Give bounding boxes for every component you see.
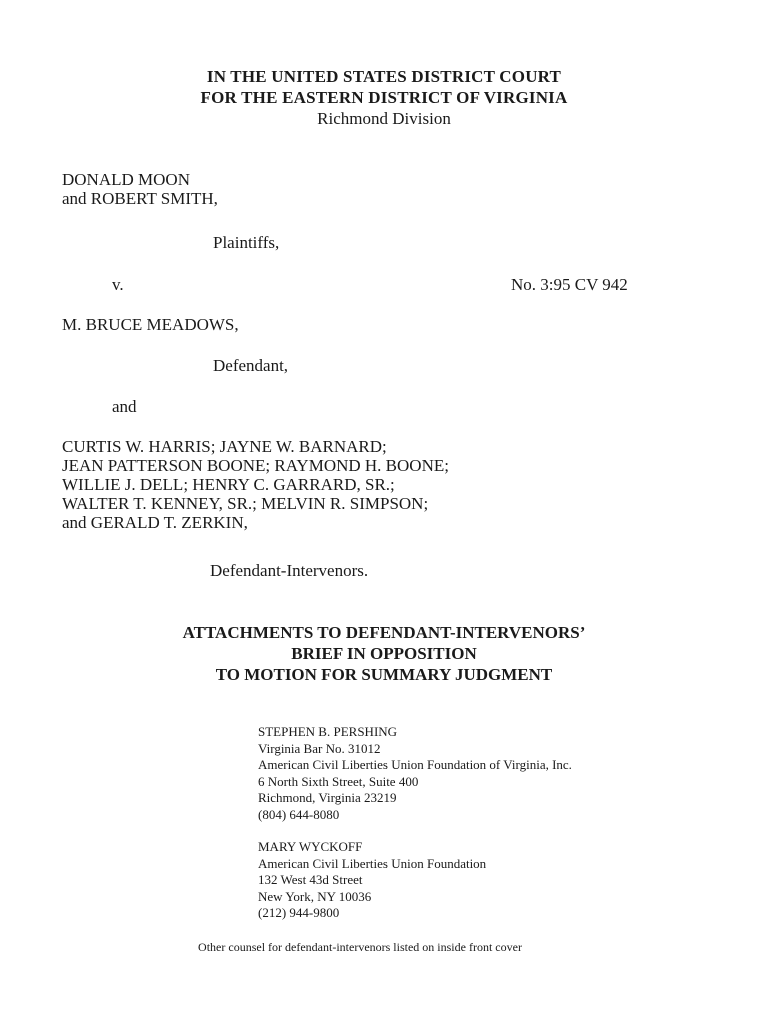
versus-label: v.: [112, 275, 124, 294]
intervenor-line: CURTIS W. HARRIS; JAYNE W. BARNARD;: [62, 437, 387, 456]
counsel-line: (804) 644-8080: [258, 806, 340, 822]
court-name-line-2: FOR THE EASTERN DISTRICT OF VIRGINIA: [200, 88, 568, 107]
counsel-block-pershing: [258, 724, 572, 823]
counsel-line: MARY WYCKOFF: [258, 839, 363, 854]
defendant-role: Defendant,: [213, 356, 289, 375]
intervenor-names: [62, 437, 449, 532]
intervenors-role: Defendant-Intervenors.: [210, 561, 369, 580]
counsel-block-wyckoff: [258, 839, 486, 922]
defendant-name: M. BRUCE MEADOWS,: [62, 315, 239, 334]
intervenor-line: and GERALD T. ZERKIN,: [62, 513, 248, 532]
counsel-line: (212) 944-9800: [258, 905, 340, 920]
plaintiff-names: [62, 170, 218, 208]
counsel-line: Richmond, Virginia 23219: [258, 790, 397, 805]
counsel-line: New York, NY 10036: [258, 888, 372, 904]
document-title-line-2: BRIEF IN OPPOSITION: [291, 644, 477, 663]
intervenor-line: JEAN PATTERSON BOONE; RAYMOND H. BOONE;: [62, 456, 449, 475]
counsel-line: American Civil Liberties Union Foundation: [258, 855, 487, 871]
plaintiff-line-2: and ROBERT SMITH,: [62, 189, 218, 208]
intervenor-line: WILLIE J. DELL; HENRY C. GARRARD, SR.;: [62, 475, 395, 494]
court-division: Richmond Division: [317, 109, 451, 128]
plaintiffs-role: Plaintiffs,: [213, 233, 280, 252]
document-title-line-3: TO MOTION FOR SUMMARY JUDGMENT: [215, 665, 553, 684]
plaintiff-line-1: DONALD MOON: [62, 170, 190, 189]
document-title: [0, 622, 768, 685]
counsel-line: STEPHEN B. PERSHING: [258, 724, 398, 739]
conjunction-and: and: [112, 397, 137, 416]
court-name-line-1: IN THE UNITED STATES DISTRICT COURT: [206, 67, 562, 86]
intervenor-line: WALTER T. KENNEY, SR.; MELVIN R. SIMPSON;: [62, 494, 429, 513]
case-number: No. 3:95 CV 942: [511, 275, 628, 294]
counsel-line: Virginia Bar No. 31012: [258, 740, 381, 756]
counsel-line: 132 West 43d Street: [258, 872, 363, 887]
counsel-line: American Civil Liberties Union Foundation of Virginia, Inc.: [258, 757, 572, 772]
footer-note: Other counsel for defendant-intervenors listed on inside front cover: [198, 940, 522, 954]
court-heading: [0, 66, 768, 129]
counsel-line: 6 North Sixth Street, Suite 400: [258, 773, 419, 789]
document-title-line-1: ATTACHMENTS TO DEFENDANT-INTERVENORS’: [182, 623, 586, 642]
